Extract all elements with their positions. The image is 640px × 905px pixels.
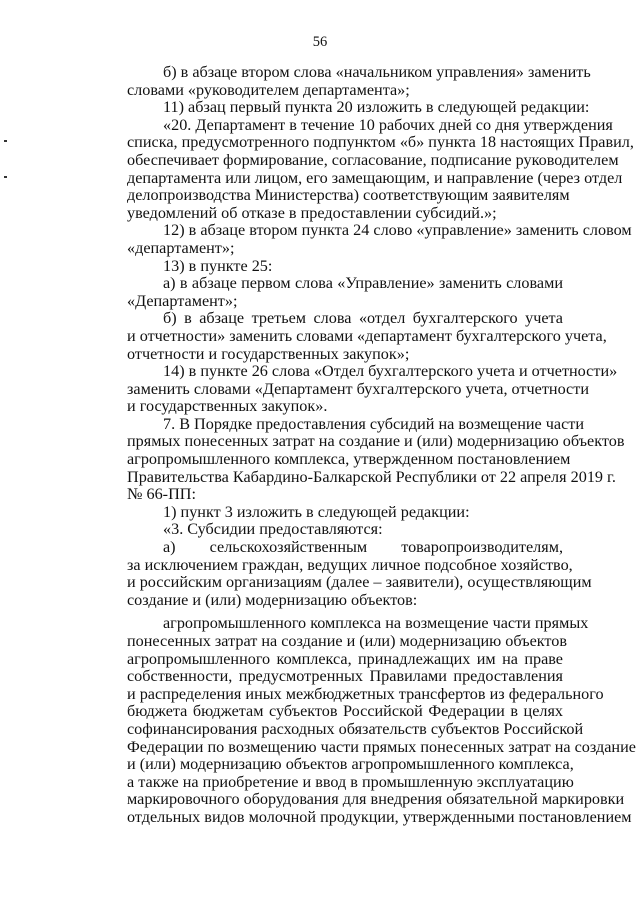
text-line: «20. Департамент в течение 10 рабочих дней со дня утверждения bbox=[163, 115, 613, 134]
paragraph-5 bbox=[91, 258, 563, 276]
paragraph-12 bbox=[91, 538, 592, 609]
text-line: 12) в абзаце втором пункта 24 слово «управление» заменить словом bbox=[163, 221, 632, 240]
paragraph-10 bbox=[91, 504, 563, 522]
text-line: б) в абзаце третьем слова «отдел бухгалтерского учета bbox=[163, 309, 563, 328]
paragraph-9 bbox=[91, 414, 625, 504]
text-line: и отчетности» заменить словами «департамент бухгалтерского учета, bbox=[127, 326, 607, 345]
text-line: 13) в пункте 25: bbox=[163, 256, 273, 275]
document-body bbox=[91, 63, 636, 827]
edge-mark bbox=[4, 140, 7, 142]
text-line: Правительства Кабардино-Балкарской Республики от 22 апреля 2019 г. bbox=[127, 467, 616, 486]
text-line: а) сельскохозяйственным товаропроизводителям, bbox=[163, 538, 563, 557]
paragraph-8 bbox=[91, 362, 618, 416]
text-line: 7. В Порядке предоставления субсидий на возмещение части bbox=[163, 414, 585, 433]
text-line: и распределения иных межбюджетных трансфертов из федерального bbox=[127, 684, 604, 703]
text-line: прямых понесенных затрат на создание и (или) модернизацию объектов bbox=[127, 432, 625, 451]
text-line: отдельных видов молочной продукции, утвержденными постановлением bbox=[127, 807, 632, 826]
text-line: «департамент»; bbox=[127, 238, 235, 257]
paragraph-4 bbox=[91, 221, 632, 257]
text-line: агропромышленного комплекса на возмещение части прямых bbox=[163, 614, 589, 633]
text-line: словами «руководителем департамента»; bbox=[127, 80, 410, 99]
text-line: и государственных закупок». bbox=[127, 397, 328, 416]
text-line: Федерации по возмещению части прямых понесенных затрат на создание bbox=[127, 737, 636, 756]
paragraph-1 bbox=[91, 63, 591, 99]
text-line: отчетности и государственных закупок»; bbox=[127, 344, 410, 363]
text-line: обеспечивает формирование, согласование, подписание руководителем bbox=[127, 150, 619, 169]
paragraph-2 bbox=[91, 98, 590, 117]
text-line: заменить словами «Департамент бухгалтерского учета, отчетности bbox=[127, 379, 589, 398]
paragraph-11 bbox=[91, 521, 563, 539]
text-line: бюджета бюджетам субъектов Российской Федерации в целях bbox=[127, 702, 563, 721]
paragraph-3 bbox=[91, 115, 634, 223]
text-line: № 66-ПП: bbox=[127, 485, 196, 504]
text-line: софинансирования расходных обязательств субъектов Российской bbox=[127, 719, 584, 738]
text-line: и российским организациям (далее – заявители), осуществляющим bbox=[127, 573, 592, 592]
text-line: агропромышленного комплекса, принадлежащих им на праве bbox=[127, 649, 563, 668]
text-line: агропромышленного комплекса, утвержденном постановлением bbox=[127, 450, 571, 469]
text-line: «Департамент»; bbox=[127, 291, 238, 310]
text-line: и (или) модернизацию объектов агропромышленного комплекса, bbox=[127, 755, 574, 774]
text-line: а также на приобретение и ввод в промышленную эксплуатацию bbox=[127, 772, 574, 791]
paragraph-13 bbox=[91, 614, 636, 826]
text-line: собственности, предусмотренных Правилами предоставления bbox=[127, 667, 563, 686]
text-line: 14) в пункте 26 слова «Отдел бухгалтерского учета и отчетности» bbox=[163, 362, 618, 381]
page-number: 56 bbox=[312, 34, 328, 50]
text-line: маркировочного оборудования для внедрения обязательной маркировки bbox=[127, 790, 625, 809]
text-line: а) в абзаце первом слова «Управление» заменить словами bbox=[163, 274, 563, 293]
edge-mark bbox=[4, 176, 7, 178]
text-line: создание и (или) модернизацию объектов: bbox=[127, 590, 418, 609]
paragraph-6 bbox=[91, 275, 563, 310]
text-line: 1) пункт 3 изложить в следующей редакции: bbox=[163, 502, 470, 521]
text-line: делопроизводства Министерства) соответствующим заявителям bbox=[127, 186, 570, 205]
text-line: понесенных затрат на создание и (или) модернизацию объектов bbox=[127, 632, 568, 650]
text-line: 11) абзац первый пункта 20 изложить в следующей редакции: bbox=[163, 98, 590, 117]
text-line: за исключением граждан, ведущих личное подсобное хозяйство, bbox=[127, 555, 573, 574]
text-line: б) в абзаце втором слова «начальником управления» заменить bbox=[163, 63, 591, 81]
paragraph-7 bbox=[91, 309, 607, 363]
text-line: департамента или лицом, его замещающим, и направление (через отдел bbox=[127, 168, 623, 187]
text-line: списка, предусмотренного подпунктом «б» пункта 18 настоящих Правил, bbox=[127, 133, 634, 152]
text-line: «3. Субсидии предоставляются: bbox=[163, 520, 383, 539]
text-line: уведомлений об отказе в предоставлении субсидий.»; bbox=[127, 203, 497, 222]
